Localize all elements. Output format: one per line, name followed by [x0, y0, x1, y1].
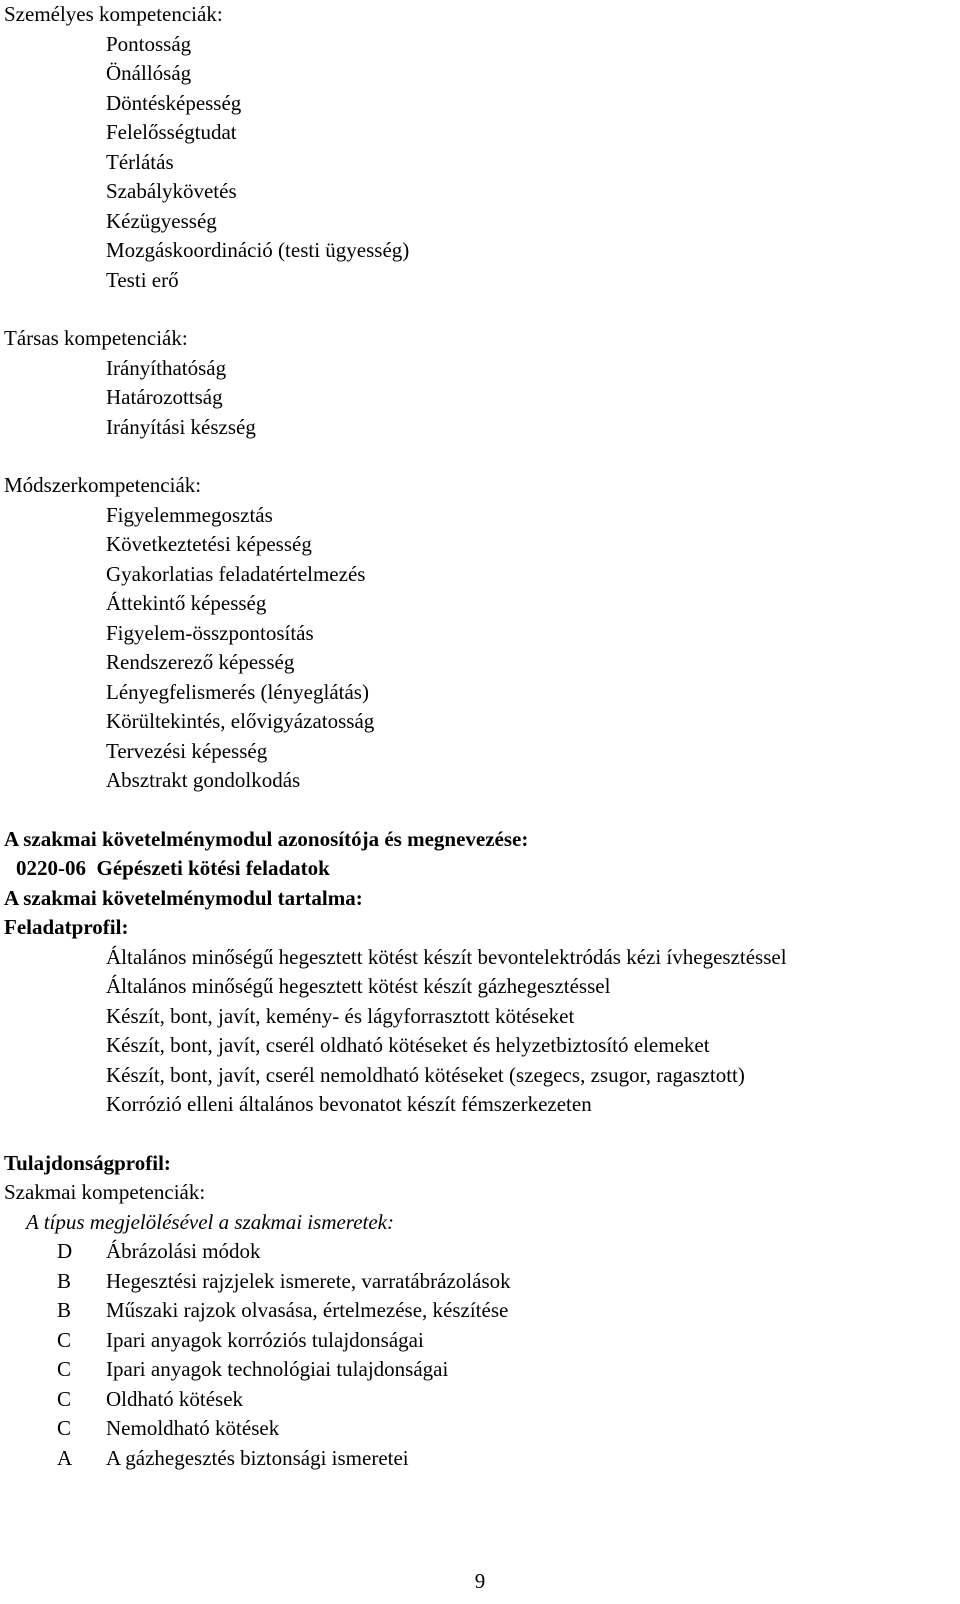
- list-item: Körültekintés, elővigyázatosság: [106, 709, 375, 733]
- list-item: Általános minőségű hegesztett kötést készít bevontelektródás kézi ívhegesztéssel: [106, 944, 787, 969]
- list-item: Mozgáskoordináció (testi ügyesség): [106, 238, 410, 262]
- knowledge-row: [4, 1267, 954, 1297]
- knowledge-type-code: C: [57, 1327, 72, 1352]
- list-item: Következtetési képesség: [106, 532, 312, 556]
- list-item: Tervezési képesség: [106, 738, 268, 763]
- method-competencies-list: [4, 501, 954, 796]
- knowledge-text: Ipari anyagok technológiai tulajdonságai: [106, 1357, 449, 1381]
- list-item: Döntésképesség: [106, 90, 242, 115]
- knowledge-list: [4, 1237, 954, 1473]
- type-note: A típus megjelölésével a szakmai ismeretek:: [26, 1209, 394, 1234]
- knowledge-type-code: B: [57, 1268, 72, 1293]
- knowledge-text: Oldható kötések: [106, 1386, 244, 1411]
- list-item: Készít, bont, javít, cserél nemoldható kötéseket (szegecs, zsugor, ragasztott): [106, 1062, 745, 1087]
- list-item: Absztrakt gondolkodás: [106, 768, 301, 792]
- list-item: Kézügyesség: [106, 208, 217, 233]
- list-item: Határozottság: [106, 385, 223, 409]
- list-item: Testi erő: [106, 267, 179, 292]
- knowledge-row: [4, 1355, 954, 1385]
- method-competencies-heading: Módszerkompetenciák:: [4, 473, 202, 497]
- knowledge-type-code: C: [57, 1386, 72, 1411]
- knowledge-row: [4, 1237, 954, 1267]
- knowledge-type-code: C: [57, 1416, 72, 1440]
- task-profile-heading: Feladatprofil:: [4, 915, 129, 939]
- knowledge-row: [4, 1385, 954, 1415]
- list-item: Készít, bont, javít, cserél oldható kötéseket és helyzetbiztosító elemeket: [106, 1033, 710, 1057]
- list-item: Gyakorlatias feladatértelmezés: [106, 561, 366, 586]
- module-id-value: 0220-06 Gépészeti kötési feladatok: [16, 856, 330, 880]
- knowledge-row: [4, 1296, 954, 1326]
- personal-competencies-heading: Személyes kompetenciák:: [4, 2, 223, 26]
- knowledge-text: Ábrázolási módok: [106, 1239, 261, 1263]
- knowledge-type-code: C: [57, 1357, 72, 1381]
- knowledge-text: A gázhegesztés biztonsági ismeretei: [106, 1445, 409, 1470]
- list-item: Korrózió elleni általános bevonatot készít fémszerkezeten: [106, 1092, 592, 1116]
- personal-competencies-list: [4, 30, 954, 296]
- professional-competencies-heading: Szakmai kompetenciák:: [4, 1180, 206, 1204]
- list-item: Térlátás: [106, 149, 174, 174]
- knowledge-text: Műszaki rajzok olvasása, értelmezése, készítése: [106, 1298, 509, 1322]
- list-item: Figyelemmegosztás: [106, 502, 273, 527]
- list-item: Önállóság: [106, 61, 192, 85]
- knowledge-type-code: D: [57, 1239, 73, 1263]
- list-item: Szabálykövetés: [106, 179, 237, 203]
- knowledge-row: [4, 1444, 954, 1474]
- social-competencies-list: [4, 354, 954, 443]
- task-list: [4, 943, 954, 1120]
- module-content-heading: A szakmai követelménymodul tartalma:: [4, 885, 363, 910]
- knowledge-row: [4, 1414, 954, 1444]
- social-competencies-heading: Társas kompetenciák:: [4, 326, 188, 350]
- knowledge-type-code: A: [57, 1445, 73, 1470]
- list-item: Irányíthatóság: [106, 355, 227, 380]
- list-item: Készít, bont, javít, kemény- és lágyforrasztott kötéseket: [106, 1003, 575, 1028]
- list-item: Irányítási készség: [106, 414, 256, 439]
- knowledge-text: Hegesztési rajzjelek ismerete, varratábrázolások: [106, 1268, 511, 1293]
- knowledge-type-code: B: [57, 1298, 72, 1322]
- knowledge-row: [4, 1326, 954, 1356]
- property-profile-heading: Tulajdonságprofil:: [4, 1150, 171, 1175]
- module-id-heading: A szakmai követelménymodul azonosítója és megnevezése:: [4, 826, 529, 851]
- knowledge-text: Ipari anyagok korróziós tulajdonságai: [106, 1327, 424, 1352]
- list-item: Lényegfelismerés (lényeglátás): [106, 679, 369, 704]
- list-item: Figyelem-összpontosítás: [106, 620, 314, 645]
- list-item: Pontosság: [106, 31, 192, 56]
- list-item: Általános minőségű hegesztett kötést készít gázhegesztéssel: [106, 974, 611, 998]
- document-page: [4, 0, 954, 1473]
- knowledge-text: Nemoldható kötések: [106, 1416, 280, 1440]
- list-item: Rendszerező képesség: [106, 650, 295, 674]
- page-number: 9: [474, 1569, 486, 1593]
- list-item: Felelősségtudat: [106, 120, 237, 144]
- list-item: Áttekintő képesség: [106, 591, 267, 615]
